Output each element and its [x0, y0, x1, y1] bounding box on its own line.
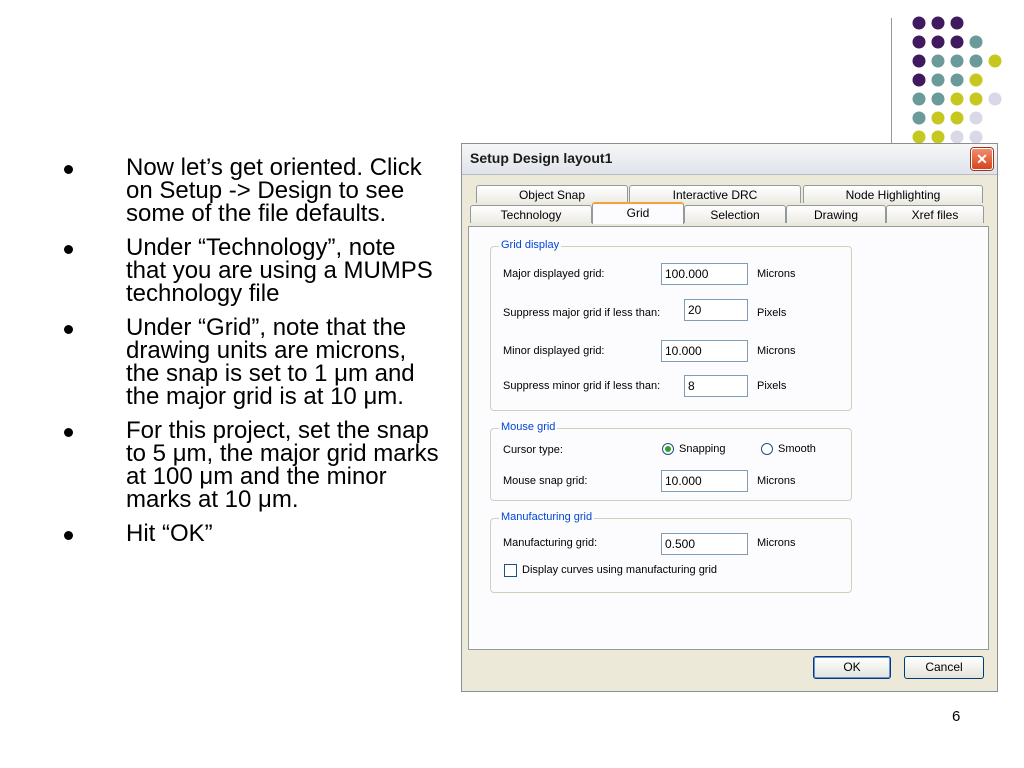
- mouse-snap-unit: Microns: [757, 475, 796, 487]
- manufacturing-grid-label: Manufacturing grid:: [503, 537, 598, 549]
- manufacturing-grid-input[interactable]: 0.500: [661, 533, 748, 555]
- decorative-dot: [989, 55, 1002, 68]
- minor-grid-label: Minor displayed grid:: [503, 345, 605, 357]
- decorative-dot: [970, 74, 983, 87]
- decorative-dot: [970, 55, 983, 68]
- group-legend: Manufacturing grid: [501, 511, 593, 523]
- suppress-major-input[interactable]: 20: [684, 299, 748, 321]
- radio-selected-icon: [665, 446, 671, 452]
- decorative-dot: [932, 17, 945, 30]
- mouse-snap-label: Mouse snap grid:: [503, 475, 588, 487]
- bullet-icon: [64, 245, 73, 254]
- bullet-item: For this project, set the snap to 5 μm, the major grid marks at 100 μm and the minor marks at 10 μm.: [60, 419, 440, 511]
- decorative-dot: [970, 36, 983, 49]
- decorative-dot: [970, 131, 983, 144]
- decorative-dot: [951, 112, 964, 125]
- decorative-dot: [951, 36, 964, 49]
- manufacturing-grid-unit: Microns: [757, 537, 796, 549]
- bullet-icon: [64, 531, 73, 540]
- tab-drawing[interactable]: Drawing: [786, 205, 886, 223]
- decorative-dot: [913, 74, 926, 87]
- smooth-radio[interactable]: [761, 443, 773, 455]
- bullet-item: Under “Grid”, note that the drawing units are microns, the snap is set to 1 μm and the major grid is at 10 μm.: [60, 316, 440, 408]
- tab-selection[interactable]: Selection: [684, 205, 786, 223]
- tab-object-snap[interactable]: Object Snap: [476, 185, 628, 203]
- tab-xref-files[interactable]: Xref files: [886, 205, 984, 223]
- snapping-radio[interactable]: [662, 443, 674, 455]
- decorative-dot-grid: [0, 0, 1024, 160]
- decorative-dot: [932, 93, 945, 106]
- decorative-dot: [932, 55, 945, 68]
- smooth-label[interactable]: Smooth: [778, 443, 816, 455]
- group-legend: Mouse grid: [501, 421, 556, 433]
- decorative-dot: [951, 17, 964, 30]
- mouse-snap-input[interactable]: 10.000: [661, 470, 748, 492]
- grid-display-group: [490, 239, 852, 411]
- cancel-button[interactable]: Cancel: [904, 656, 984, 679]
- suppress-minor-input[interactable]: 8: [684, 375, 748, 397]
- mouse-grid-group: [490, 421, 852, 501]
- decorative-dot: [970, 93, 983, 106]
- decorative-dot: [951, 93, 964, 106]
- decorative-dot: [913, 17, 926, 30]
- decorative-dot: [951, 74, 964, 87]
- bullet-item: Now let’s get oriented. Click on Setup -> Design to see some of the file defaults.: [60, 156, 440, 225]
- minor-grid-input[interactable]: 10.000: [661, 340, 748, 362]
- page-number: 6: [952, 708, 961, 725]
- slide-bullet-list: [60, 156, 440, 556]
- manufacturing-grid-group: [490, 511, 852, 593]
- major-grid-input[interactable]: 100.000: [661, 263, 748, 285]
- suppress-major-label: Suppress major grid if less than:: [503, 307, 661, 319]
- setup-design-dialog: [461, 143, 998, 692]
- decorative-dot: [913, 93, 926, 106]
- tab-technology[interactable]: Technology: [470, 205, 592, 223]
- decorative-dot: [913, 55, 926, 68]
- decorative-dot: [951, 131, 964, 144]
- suppress-major-unit: Pixels: [757, 307, 787, 319]
- decorative-dot: [970, 112, 983, 125]
- tab-interactive-drc[interactable]: Interactive DRC: [629, 185, 801, 203]
- bullet-icon: [64, 165, 73, 174]
- group-legend: Grid display: [501, 239, 560, 251]
- cursor-type-label: Cursor type:: [503, 444, 563, 456]
- decorative-dot: [932, 36, 945, 49]
- decorative-dot: [913, 36, 926, 49]
- bullet-icon: [64, 325, 73, 334]
- decorative-dot: [989, 93, 1002, 106]
- display-curves-checkbox[interactable]: [504, 564, 517, 577]
- bullet-item: Hit “OK”: [60, 522, 440, 545]
- decorative-dot: [932, 74, 945, 87]
- dialog-titlebar[interactable]: [462, 144, 997, 175]
- tab-grid[interactable]: Grid: [592, 202, 684, 224]
- decorative-dot: [951, 55, 964, 68]
- decorative-dot: [913, 112, 926, 125]
- ok-button[interactable]: OK: [813, 656, 891, 679]
- suppress-minor-unit: Pixels: [757, 380, 787, 392]
- decorative-dot: [913, 131, 926, 144]
- decorative-dot: [932, 131, 945, 144]
- close-icon[interactable]: ✕: [971, 148, 993, 170]
- major-grid-label: Major displayed grid:: [503, 268, 605, 280]
- dialog-title: Setup Design layout1: [470, 150, 613, 166]
- minor-grid-unit: Microns: [757, 345, 796, 357]
- major-grid-unit: Microns: [757, 268, 796, 280]
- bullet-icon: [64, 428, 73, 437]
- suppress-minor-label: Suppress minor grid if less than:: [503, 380, 661, 392]
- grid-tab-panel: [468, 226, 989, 650]
- decorative-dot: [932, 112, 945, 125]
- bullet-item: Under “Technology”, note that you are using a MUMPS technology file: [60, 236, 440, 305]
- snapping-label[interactable]: Snapping: [679, 443, 726, 455]
- display-curves-label[interactable]: Display curves using manufacturing grid: [522, 564, 718, 576]
- tab-node-highlighting[interactable]: Node Highlighting: [803, 185, 983, 203]
- decorative-divider-line: [891, 18, 892, 158]
